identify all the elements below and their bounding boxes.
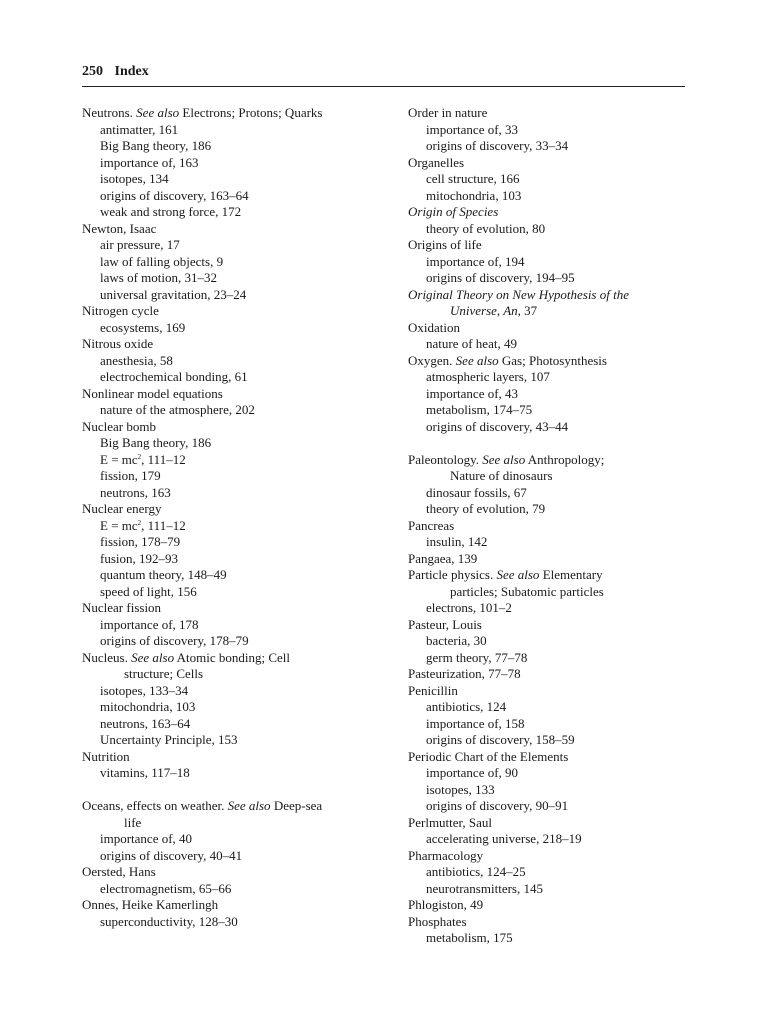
index-subentry: importance of, 158 <box>426 715 525 731</box>
entry-text: Atomic bonding; Cell <box>174 649 290 665</box>
index-subentry: neutrons, 163 <box>100 484 171 500</box>
entry-text: Oceans, effects on weather. <box>82 798 228 813</box>
index-subentry: superconductivity, 128–30 <box>100 913 238 929</box>
index-heading: Nonlinear model equations <box>82 385 223 401</box>
index-subentry: speed of light, 156 <box>100 583 197 599</box>
index-subentry: importance of, 33 <box>426 121 519 137</box>
index-subentry: neurotransmitters, 145 <box>426 880 543 896</box>
index-subentry: Big Bang theory, 186 <box>100 138 212 153</box>
entry-text: Neutrons. <box>82 105 137 120</box>
index-heading: Origins of life <box>408 237 482 252</box>
index-subentry: metabolism, 175 <box>426 930 513 945</box>
index-heading: Perlmutter, Saul <box>408 814 492 830</box>
index-subentry: vitamins, 117–18 <box>100 765 190 780</box>
index-subentry: antimatter, 161 <box>100 121 179 137</box>
index-continuation: particles; Subatomic particles <box>450 583 604 599</box>
entry-text: 37 <box>520 303 538 318</box>
entry-text: Electrons; Protons; Quarks <box>179 105 323 120</box>
index-subentry: weak and strong force, 172 <box>100 204 242 219</box>
index-subentry: antibiotics, 124–25 <box>426 864 526 879</box>
superscript: 2 <box>137 452 142 461</box>
index-subentry: ecosystems, 169 <box>100 319 186 335</box>
index-subentry: atmospheric layers, 107 <box>426 369 550 384</box>
index-heading: Pasteur, Louis <box>408 616 482 632</box>
index-subentry: origins of discovery, 90–91 <box>426 798 569 813</box>
entry-text: Elementary <box>539 567 603 582</box>
index-subentry: origins of discovery, 194–95 <box>426 270 575 285</box>
index-subentry: cell structure, 166 <box>426 171 520 186</box>
entry-text: Nucleus. <box>82 649 132 665</box>
entry-text: Deep-sea <box>270 798 323 813</box>
index-subentry: isotopes, 134 <box>100 171 169 186</box>
index-subentry: law of falling objects, 9 <box>100 253 224 269</box>
index-subentry: nature of heat, 49 <box>426 336 517 351</box>
index-subentry: electrons, 101–2 <box>426 600 512 615</box>
index-subentry: isotopes, 133–34 <box>100 682 189 698</box>
index-heading: Nuclear fission <box>82 600 162 615</box>
entry-text: Paleontology. <box>408 451 483 467</box>
index-subentry: metabolism, 174–75 <box>426 402 533 417</box>
index-heading: Pharmacology <box>408 847 484 863</box>
italic-text: See also <box>455 352 499 368</box>
entry-text: Oxygen. <box>408 352 456 368</box>
italic-text: See also <box>227 798 271 813</box>
section-gap <box>82 782 392 799</box>
index-heading <box>408 353 698 370</box>
index-heading <box>82 798 392 815</box>
index-heading: Organelles <box>408 154 465 170</box>
index-subentry: insulin, 142 <box>426 534 488 549</box>
index-subentry: origins of discovery, 163–64 <box>100 187 249 203</box>
entry-text: Particle physics. <box>408 567 497 582</box>
index-heading <box>408 567 698 584</box>
index-heading: Nutrition <box>82 748 130 764</box>
index-heading <box>408 204 698 221</box>
index-continuation: life <box>124 814 142 830</box>
index-subentry <box>82 452 392 469</box>
index-subentry: Uncertainty Principle, 153 <box>100 732 238 747</box>
index-subentry: nature of the atmosphere, 202 <box>100 402 255 417</box>
italic-text: See also <box>482 451 526 467</box>
index-subentry: importance of, 178 <box>100 616 199 632</box>
index-heading: Periodic Chart of the Elements <box>408 748 569 764</box>
index-column-right <box>408 105 698 947</box>
index-subentry: mitochondria, 103 <box>426 187 522 203</box>
index-subentry: Big Bang theory, 186 <box>100 435 212 450</box>
index-heading: Pancreas <box>408 517 455 533</box>
index-heading: Newton, Isaac <box>82 220 157 236</box>
running-header <box>82 64 685 87</box>
index-heading: Oersted, Hans <box>82 864 156 879</box>
index-subentry: fission, 179 <box>100 468 161 483</box>
index-subentry: importance of, 43 <box>426 385 519 401</box>
index-subentry: origins of discovery, 40–41 <box>100 847 243 863</box>
header-title: Index <box>114 64 149 79</box>
entry-text: E = mc <box>100 517 138 533</box>
index-subentry: air pressure, 17 <box>100 237 180 252</box>
index-subentry: quantum theory, 148–49 <box>100 567 227 582</box>
index-subentry: theory of evolution, 80 <box>426 220 546 236</box>
index-subentry: anesthesia, 58 <box>100 352 173 368</box>
index-column-left <box>82 105 392 930</box>
index-heading: Nitrous oxide <box>82 336 154 351</box>
index-subentry <box>82 518 392 535</box>
index-subentry: origins of discovery, 43–44 <box>426 418 569 434</box>
index-subentry: importance of, 40 <box>100 831 193 846</box>
italic-text: Origin of Species <box>408 204 499 219</box>
italic-text: See also <box>131 649 175 665</box>
entry-text: E = mc <box>100 451 138 467</box>
index-continuation: Nature of dinosaurs <box>450 468 553 483</box>
index-heading: Nuclear energy <box>82 501 162 516</box>
index-subentry: electromagnetism, 65–66 <box>100 880 232 896</box>
index-heading: Pasteurization, 77–78 <box>408 666 521 681</box>
entry-text: , 111–12 <box>141 451 186 467</box>
index-continuation: structure; Cells <box>124 666 204 681</box>
index-subentry: accelerating universe, 218–19 <box>426 831 582 846</box>
index-heading: Nuclear bomb <box>82 418 157 434</box>
section-gap <box>408 435 698 452</box>
index-subentry: importance of, 90 <box>426 765 519 780</box>
index-subentry: fusion, 192–93 <box>100 550 178 566</box>
index-heading: Nitrogen cycle <box>82 303 159 318</box>
index-heading: Oxidation <box>408 319 460 335</box>
superscript: 2 <box>137 518 142 527</box>
index-heading <box>82 105 392 122</box>
index-continuation <box>408 303 698 320</box>
index-subentry: laws of motion, 31–32 <box>100 270 217 285</box>
index-subentry: isotopes, 133 <box>426 781 495 797</box>
entry-text: , 111–12 <box>141 517 186 533</box>
index-subentry: origins of discovery, 158–59 <box>426 732 575 747</box>
index-heading <box>82 650 392 667</box>
index-subentry: bacteria, 30 <box>426 633 487 648</box>
index-subentry: fission, 178–79 <box>100 534 181 549</box>
italic-text: Universe, An, <box>450 303 521 318</box>
index-heading: Phosphates <box>408 913 467 929</box>
index-subentry: universal gravitation, 23–24 <box>100 286 247 302</box>
italic-text: Original Theory on New Hypothesis of the <box>408 286 629 302</box>
index-heading <box>408 287 698 304</box>
index-subentry: dinosaur fossils, 67 <box>426 484 527 500</box>
index-heading: Pangaea, 139 <box>408 550 478 566</box>
index-subentry: theory of evolution, 79 <box>426 501 546 516</box>
index-subentry: germ theory, 77–78 <box>426 649 528 665</box>
index-heading: Penicillin <box>408 682 458 698</box>
index-subentry: antibiotics, 124 <box>426 699 507 714</box>
index-subentry: electrochemical bonding, 61 <box>100 369 248 384</box>
index-subentry: mitochondria, 103 <box>100 699 196 714</box>
entry-text: Gas; Photosynthesis <box>498 352 607 368</box>
index-subentry: neutrons, 163–64 <box>100 715 191 731</box>
italic-text: See also <box>136 105 180 120</box>
index-subentry: importance of, 194 <box>426 253 525 269</box>
index-heading: Order in nature <box>408 105 488 120</box>
index-heading <box>408 452 698 469</box>
page-number: 250 <box>82 64 103 79</box>
index-heading: Onnes, Heike Kamerlingh <box>82 897 219 912</box>
index-subentry: origins of discovery, 33–34 <box>426 138 569 153</box>
index-heading: Phlogiston, 49 <box>408 897 484 912</box>
index-subentry: origins of discovery, 178–79 <box>100 633 249 648</box>
entry-text: Anthropology; <box>525 451 605 467</box>
italic-text: See also <box>496 567 540 582</box>
index-subentry: importance of, 163 <box>100 154 199 170</box>
